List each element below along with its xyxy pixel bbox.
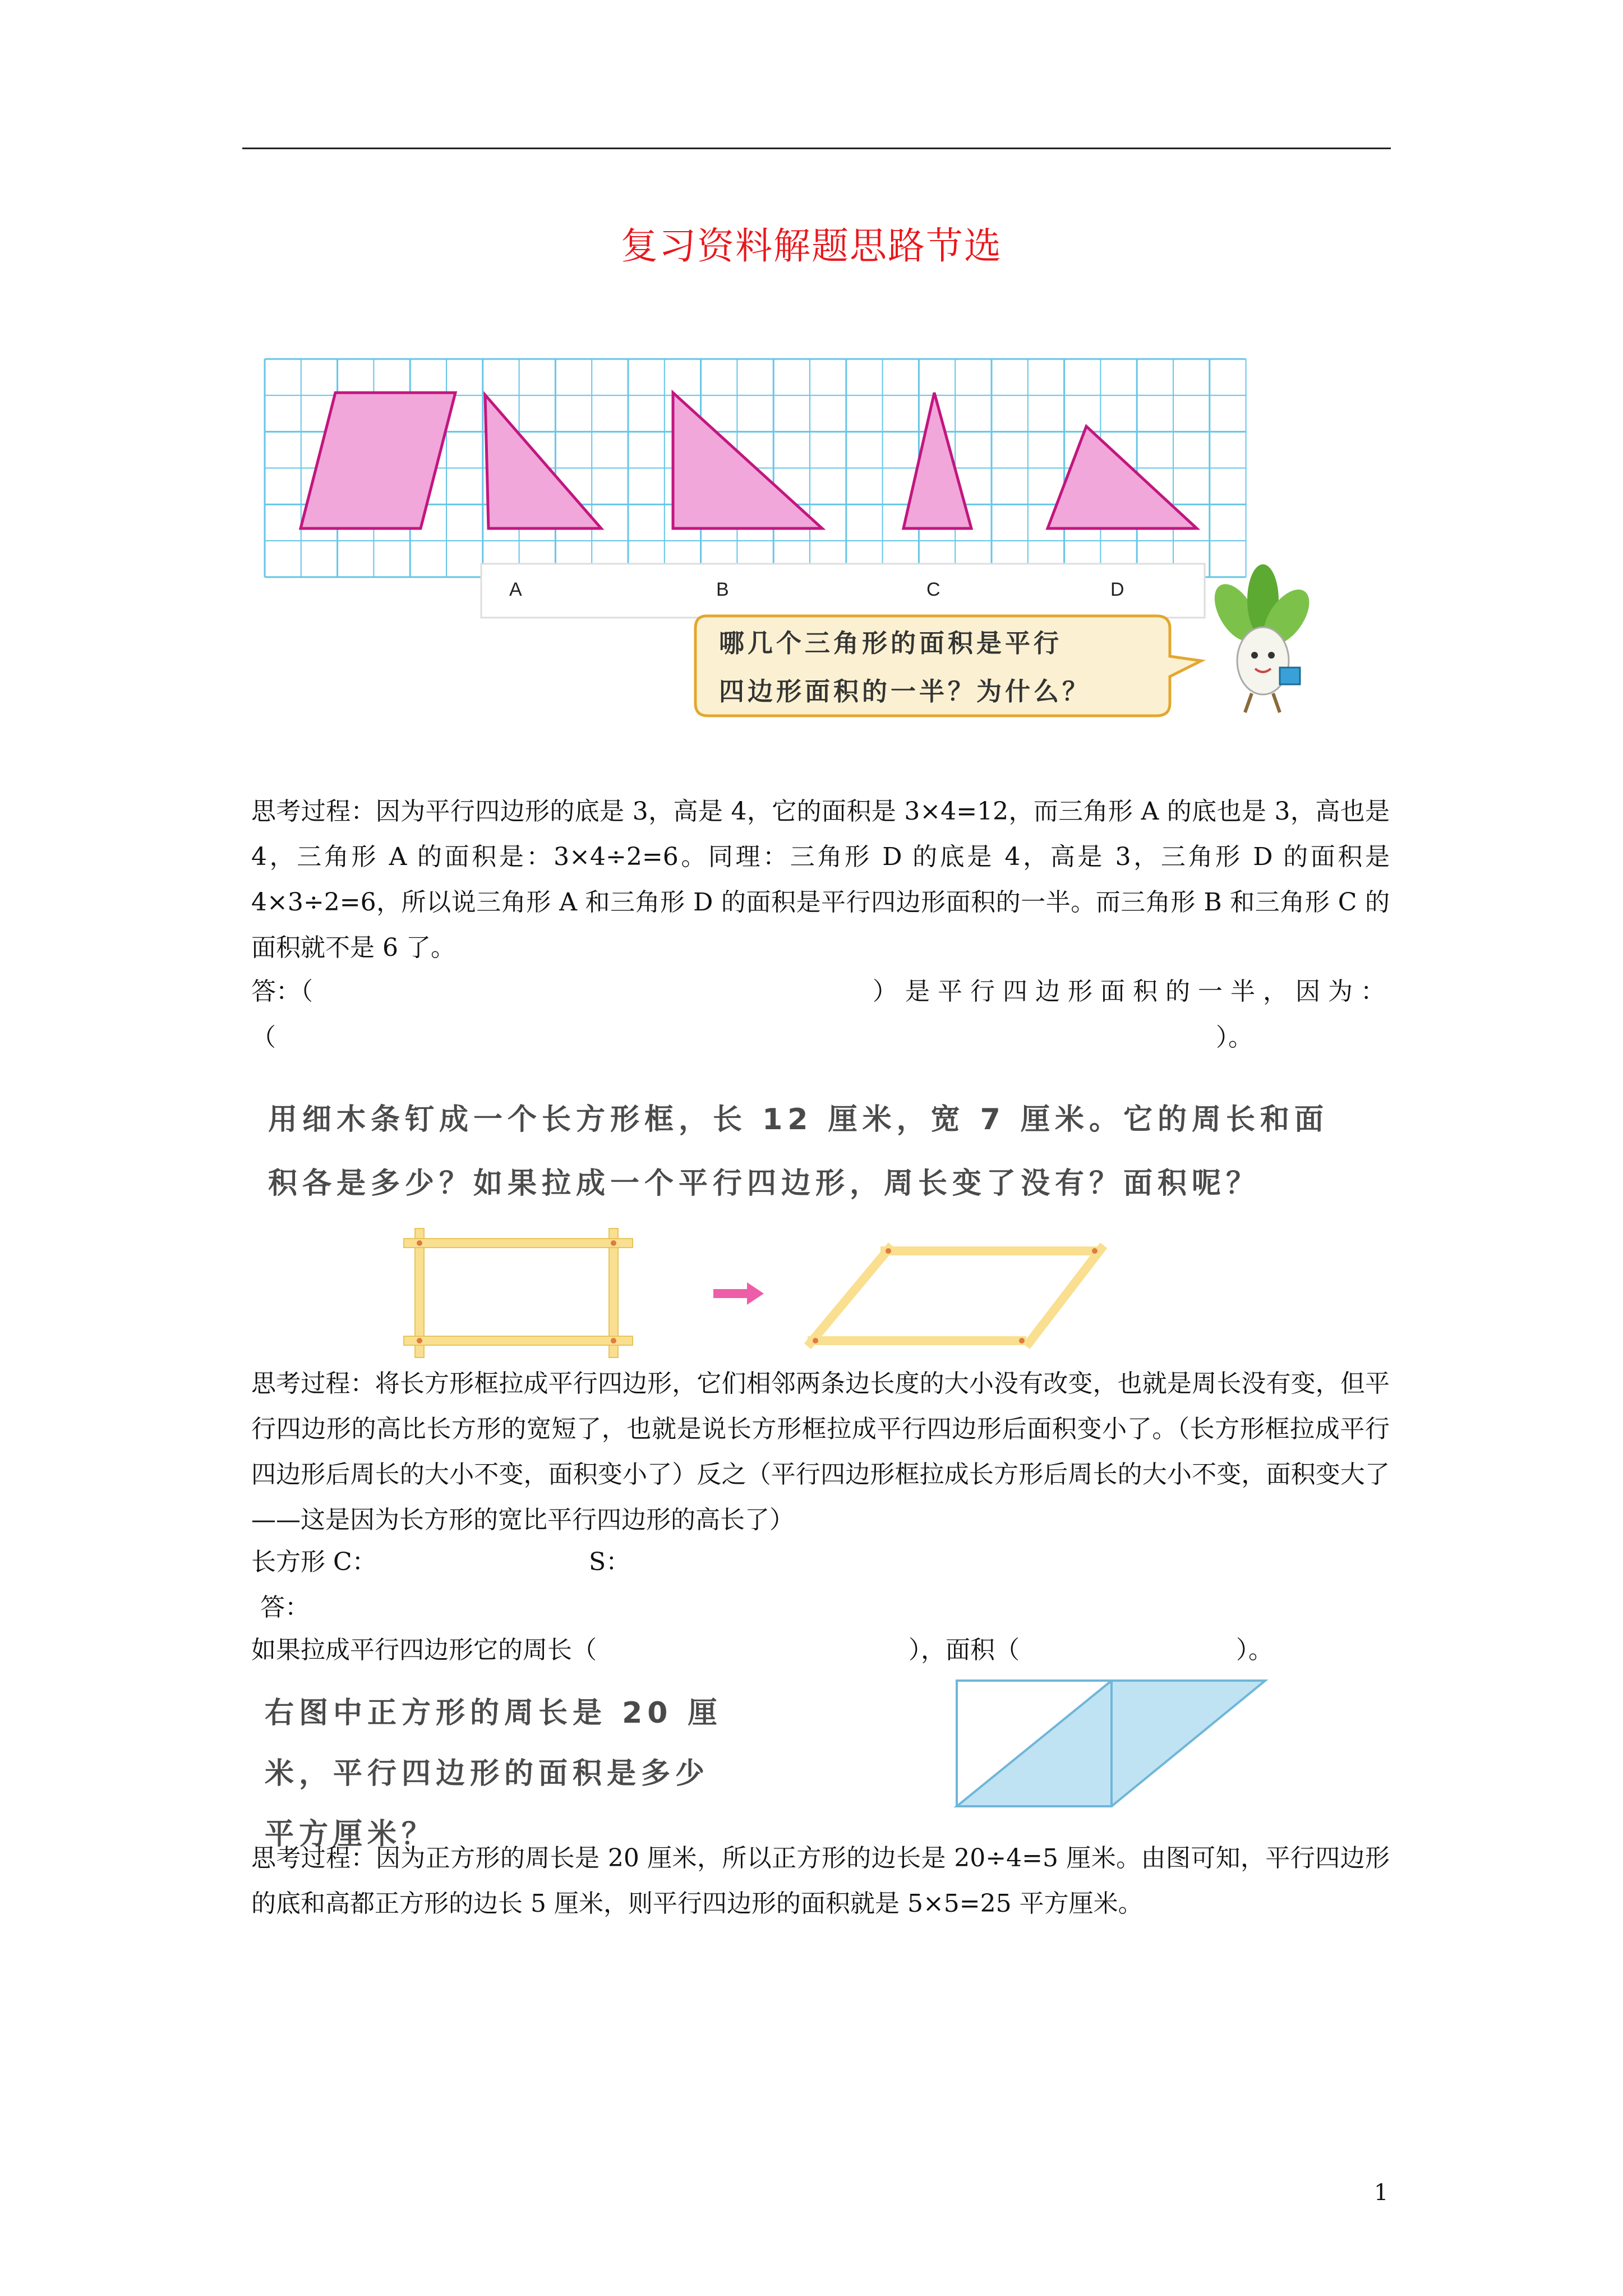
section3-thinking: 思考过程：因为正方形的周长是 20 厘米，所以正方形的边长是 20÷4=5 厘米。由图可知，平行四边形的底和高都正方形的边长 5 厘米，则平行四边形的面积就是 5×5=25 平方厘米。 (251, 1844, 1390, 1918)
parallelogram-frame (808, 1245, 1104, 1346)
section2-answer-end: ）。 (1236, 1636, 1273, 1664)
label-a: A (509, 579, 522, 600)
triangle-d-shape (1048, 426, 1197, 528)
section3-problem-line2: 米，平行四边形的面积是多少 (265, 1757, 710, 1791)
label-c: C (926, 579, 940, 600)
section3-problem-line1: 右图中正方形的周长是 20 厘 (265, 1696, 722, 1730)
page-number: 1 (1374, 2180, 1389, 2206)
triangle-c-shape (903, 393, 971, 528)
radish-mascot-icon (1206, 564, 1313, 712)
section2-answer-area: ），面积（ (909, 1636, 1020, 1664)
section2-rect-c: 长方形 C： (251, 1548, 377, 1576)
section1-answer-middle: ）是平行四边形面积的一半，因为： (873, 977, 1393, 1006)
section1-answer-close: ）。 (1216, 1023, 1253, 1052)
triangle-b-shape (673, 393, 822, 528)
header-rule (242, 148, 1391, 149)
section2-problem-line1: 用细木条钉成一个长方形框，长 12 厘米，宽 7 厘米。它的周长和面 (268, 1103, 1329, 1137)
section1-answer-open: （ (251, 1023, 276, 1052)
rectangle-frame (404, 1228, 633, 1358)
label-d: D (1110, 579, 1124, 600)
label-b: B (716, 579, 729, 600)
section2-thinking: 思考过程：将长方形框拉成平行四边形，它们相邻两条边长度的大小没有改变，也就是周长没有变，但平行四边形的高比长方形的宽短了，也就是说长方形框拉成平行四边形后面积变小了。（长方形框拉成平行四边形后周长的大小不变，面积变小了）反之（平行四边形框拉成长方形后周长的大小不变，面积变大了——这是因为长方形的宽比平行四边形的高长了） (251, 1369, 1390, 1534)
section1-answer-prefix: 答：（ (251, 977, 313, 1006)
square-parallelogram-figure (953, 1672, 1279, 1818)
bubble-text-line1: 哪几个三角形的面积是平行 (719, 628, 1063, 658)
parallelogram-shape (301, 393, 455, 528)
section1-thinking: 思考过程：因为平行四边形的底是 3，高是 4，它的面积是 3×4=12，而三角形 A 的底也是 3，高也是 4，三角形 A 的面积是：3×4÷2=6。同理：三角形 D 的底是 4，高是 3，三角形 D 的面积是 4×3÷2=6，所以说三角形 A 和三角形 D 的面积是平行四边形面积的一半。而三角形 B 和三角形 C 的面积就不是 6 了。 (251, 797, 1390, 962)
section2-rect-s: S： (589, 1548, 631, 1576)
bubble-text-line2: 四边形面积的一半？为什么？ (719, 677, 1091, 706)
section2-answer-label: 答： (260, 1593, 310, 1622)
document-title: 复习资料解题思路节选 (621, 224, 1002, 268)
rectangle-frame-figure (393, 1212, 1133, 1369)
section3-problem-line3: 平方厘米？ (265, 1818, 436, 1851)
arrow-right-icon (713, 1282, 764, 1305)
section2-answer-if: 如果拉成平行四边形它的周长（ (251, 1636, 597, 1664)
triangle-a-shape (485, 395, 601, 528)
section2-problem-line2: 积各是多少？如果拉成一个平行四边形，周长变了没有？面积呢？ (268, 1167, 1261, 1200)
